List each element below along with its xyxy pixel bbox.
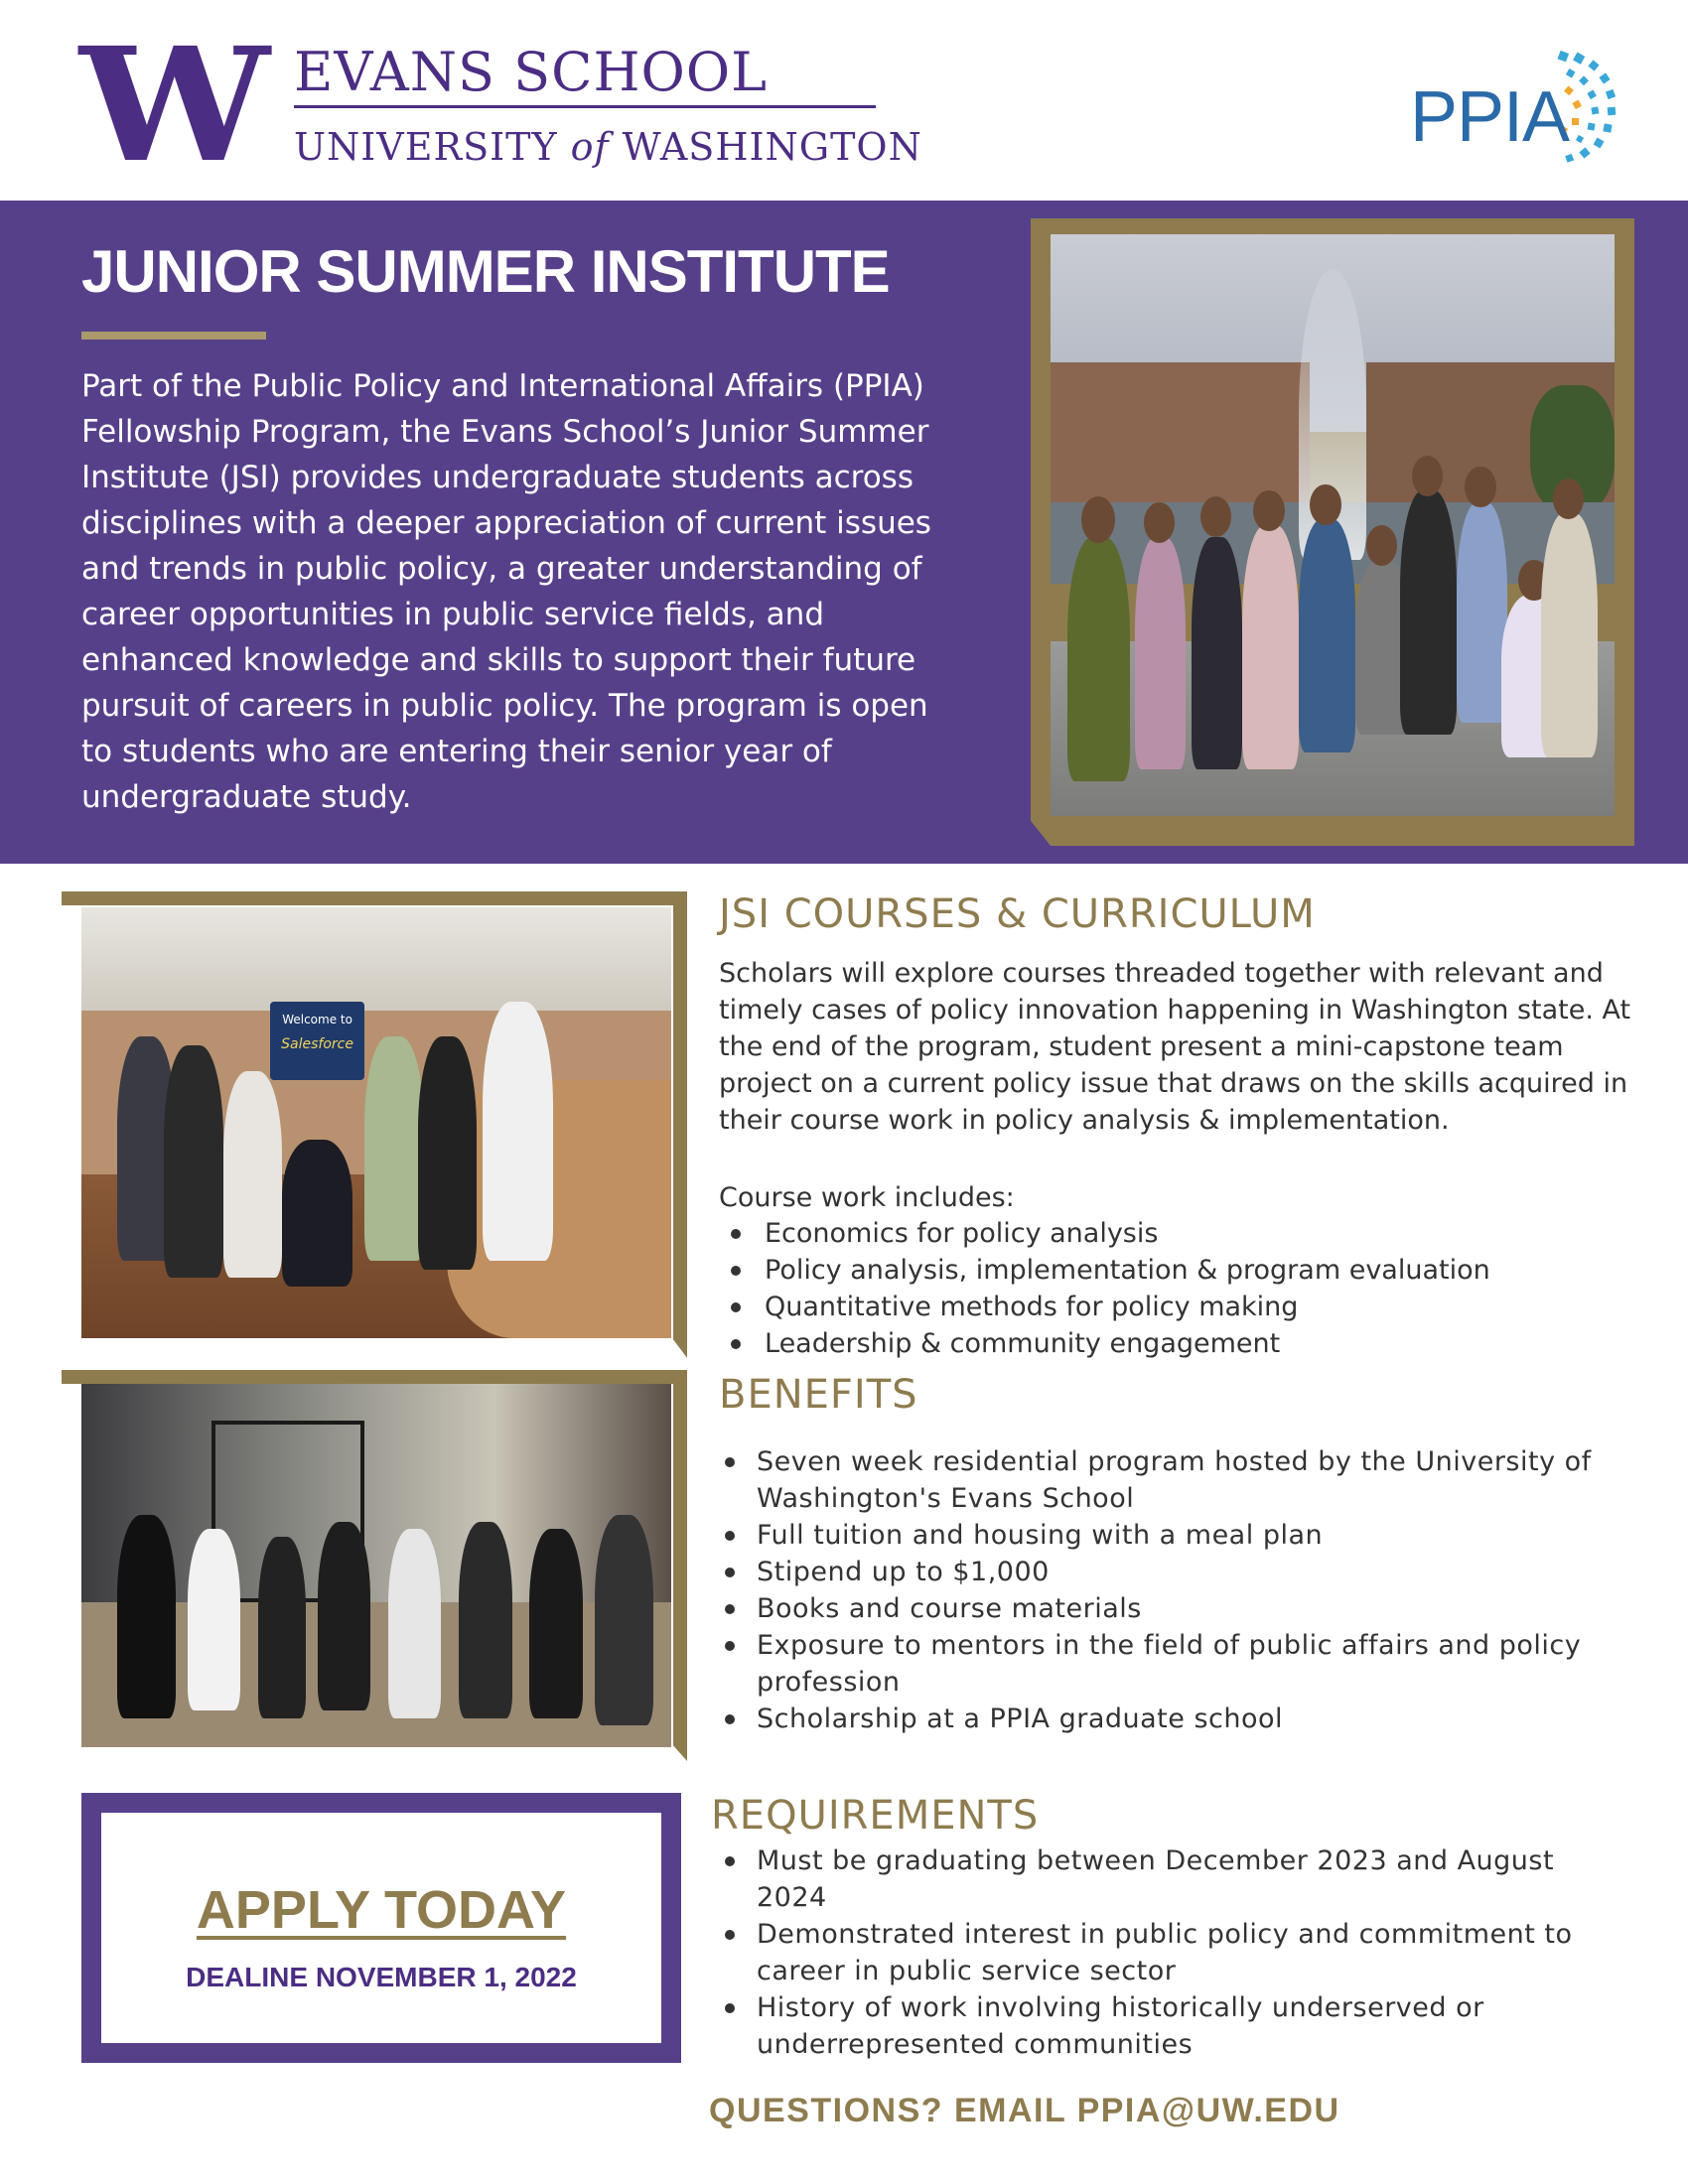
list-item <box>719 1443 1613 1517</box>
benefit-item: Stipend up to $1,000 <box>757 1557 1050 1587</box>
bullet-icon <box>725 1568 735 1577</box>
course-item: Economics for policy analysis <box>765 1218 1159 1249</box>
photo-person <box>418 1036 477 1269</box>
list-item <box>719 1289 1642 1325</box>
bullet-icon <box>725 1531 735 1541</box>
course-item: Policy analysis, implementation & program evaluation <box>765 1255 1490 1286</box>
sign-line-2: Salesforce <box>281 1035 353 1052</box>
list-item <box>719 1843 1593 1916</box>
requirement-item: History of work involving historically underserved or underrepresented communities <box>757 1992 1484 2060</box>
benefit-item: Exposure to mentors in the field of public affairs and policy profession <box>757 1630 1582 1698</box>
courses-list-intro: Course work includes: <box>719 1182 1015 1213</box>
benefit-item: Scholarship at a PPIA graduate school <box>757 1704 1284 1734</box>
benefit-item: Full tuition and housing with a meal plan <box>757 1520 1324 1551</box>
contact-email-line: QUESTIONS? EMAIL PPIA@UW.EDU <box>709 2092 1340 2129</box>
bullet-icon <box>725 1930 735 1940</box>
photo-person <box>459 1522 511 1718</box>
courses-description: Scholars will explore courses threaded together with relevant and timely cases of policy innovation happening in Washington state. At the end of the program, student present a mini-capstone team project on a current policy issue that draws on the skills acquired in their course work in policy analysis & implementation. <box>719 958 1631 1136</box>
university-suffix: WASHINGTON <box>609 125 922 169</box>
photo-person <box>388 1529 441 1717</box>
hero-group-photo <box>1051 234 1615 816</box>
photo-person <box>1541 513 1598 757</box>
photo-person <box>318 1522 370 1710</box>
bullet-icon <box>731 1229 741 1239</box>
bullet-icon <box>725 1604 735 1614</box>
photo-person <box>117 1515 176 1718</box>
bullet-icon <box>731 1339 741 1349</box>
uw-w-logo: W <box>79 14 264 198</box>
photo-3-frame-top <box>62 1370 687 1384</box>
list-item <box>719 1554 1613 1590</box>
benefit-item: Books and course materials <box>757 1593 1142 1624</box>
photo-2-frame-top <box>62 891 687 905</box>
photo-person <box>483 1002 553 1260</box>
bullet-icon <box>731 1266 741 1276</box>
course-item: Leadership & community engagement <box>765 1328 1281 1359</box>
photo-person <box>1242 525 1299 769</box>
photo-person <box>1400 490 1457 735</box>
photo-person <box>258 1537 306 1718</box>
requirements-list <box>719 1843 1593 2063</box>
photo-person <box>529 1529 582 1717</box>
apply-today-heading: APPLY TODAY <box>196 1880 567 1940</box>
university-of: of <box>570 125 610 169</box>
photo-person <box>1299 519 1355 751</box>
list-item <box>719 1590 1613 1627</box>
requirement-item: Demonstrated interest in public policy and commitment to career in public service sector <box>757 1919 1573 1986</box>
sign-line-1: Welcome to <box>282 1013 352 1027</box>
list-item <box>719 1252 1642 1289</box>
photo-person <box>1192 537 1242 769</box>
photo-person-head <box>1553 478 1584 519</box>
group-photo-museum <box>81 1384 671 1747</box>
photo-3-frame-right <box>673 1370 687 1761</box>
bullet-icon <box>725 1714 735 1724</box>
hero-title: JUNIOR SUMMER INSTITUTE <box>81 238 890 305</box>
photo-person <box>1135 537 1186 769</box>
ppia-wordmark: PPIA <box>1410 77 1570 157</box>
courses-list <box>719 1215 1642 1362</box>
photo-person <box>1067 537 1129 781</box>
benefits-heading: BENEFITS <box>719 1372 918 1418</box>
list-item <box>719 1989 1593 2063</box>
photo-person-head <box>1412 456 1443 496</box>
apply-deadline: DEALINE NOVEMBER 1, 2022 <box>186 1962 577 1992</box>
photo-person <box>595 1515 653 1725</box>
hero-description: Part of the Public Policy and International Affairs (PPIA) Fellowship Program, the Evans School’s Junior Summer Institute (JSI) provides undergraduate students across disciplines with a deeper appreciation of current issues and trends in public policy, a greater understanding of career opportunities in public service fields, and enhanced knowledge and skills to support their future pursuit of careers in public policy. The program is open to students who are entering their senior year of undergraduate study. <box>81 368 931 815</box>
bullet-icon <box>725 1457 735 1467</box>
photo-person-head <box>1310 484 1340 525</box>
list-item <box>719 1701 1613 1737</box>
hero-title-underline <box>81 332 266 340</box>
photo-person <box>364 1036 423 1261</box>
bullet-icon <box>725 1856 735 1866</box>
photo-person-head <box>1081 496 1115 543</box>
bullet-icon <box>725 2003 735 2013</box>
list-item <box>719 1627 1613 1701</box>
benefit-item: Seven week residential program hosted by the University of Washington's Evans School <box>757 1446 1592 1514</box>
photo-2-frame-right <box>673 891 687 1358</box>
course-item: Quantitative methods for policy making <box>765 1292 1299 1322</box>
evans-school-name: EVANS SCHOOL <box>294 41 768 103</box>
group-photo-salesforce <box>81 907 671 1338</box>
list-item <box>719 1517 1613 1554</box>
header-divider <box>294 105 876 108</box>
photo-counter <box>447 1080 671 1338</box>
requirements-heading: REQUIREMENTS <box>711 1793 1040 1839</box>
photo-welcome-sign <box>270 1002 364 1079</box>
ppia-logo <box>1410 44 1628 173</box>
list-item <box>719 1916 1593 1989</box>
photo-person <box>188 1529 240 1710</box>
courses-heading: JSI COURSES & CURRICULUM <box>719 891 1316 937</box>
photo-person <box>282 1140 352 1287</box>
photo-person <box>1457 502 1507 724</box>
benefits-list <box>719 1443 1613 1737</box>
photo-person-head <box>1465 467 1495 507</box>
photo-ceiling <box>81 907 671 1011</box>
bullet-icon <box>725 1641 735 1651</box>
list-item <box>719 1215 1642 1252</box>
photo-person-head <box>1200 496 1231 537</box>
university-name <box>294 121 922 173</box>
photo-person-head <box>1253 490 1284 531</box>
bullet-icon <box>731 1302 741 1312</box>
requirement-item: Must be graduating between December 2023 and August 2024 <box>757 1845 1555 1913</box>
photo-person <box>164 1045 222 1278</box>
university-prefix: UNIVERSITY <box>294 125 571 169</box>
list-item <box>719 1325 1642 1362</box>
photo-person <box>223 1071 282 1278</box>
photo-person-head <box>1144 502 1175 543</box>
